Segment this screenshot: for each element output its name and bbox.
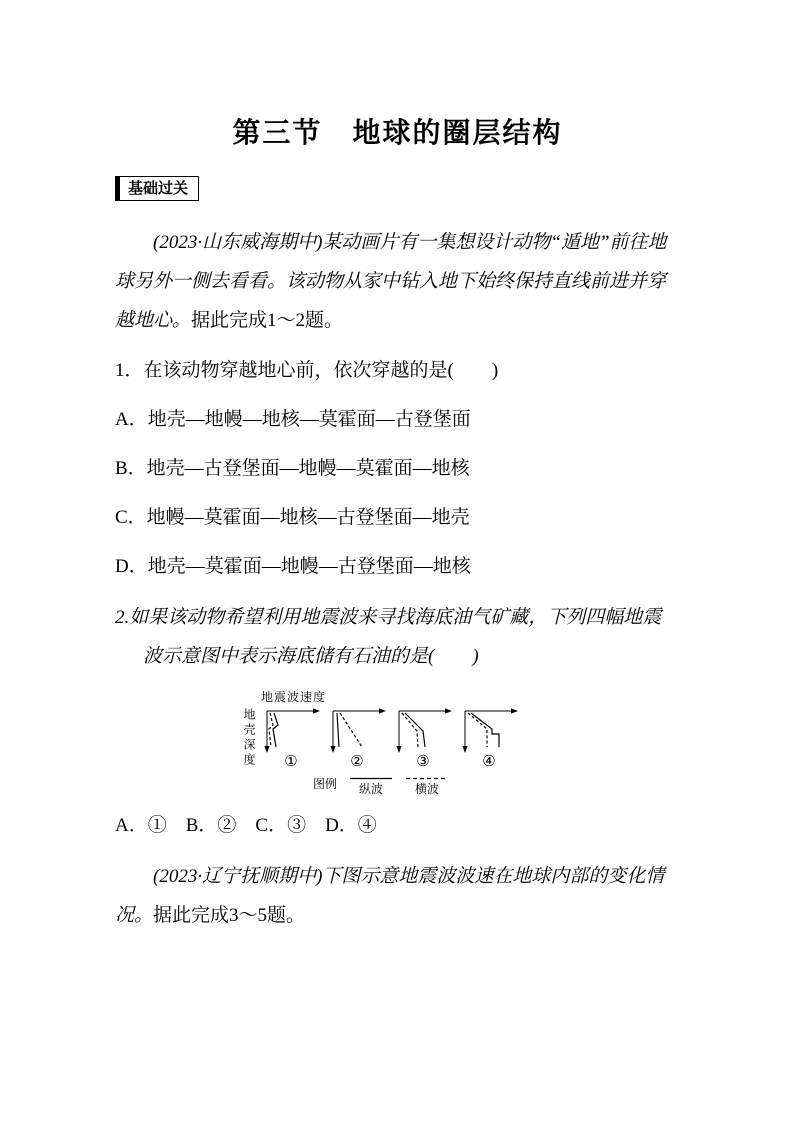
legend-item-p-wave [349, 775, 393, 796]
intro-1-body: (2023·山东威海期中)某动画片有一集想设计动物“遁地”前往地球另外一侧去看看。该动物从家中钻入地下始终保持直线前进并穿越地心。 [115, 232, 667, 331]
seismic-diagram-2 [326, 704, 388, 771]
velocity-axis-label: 地震波速度 [261, 690, 327, 704]
question-2-stem: 2.如果该动物希望利用地震波来寻找海底油气矿藏，下列四幅地震波示意图中表示海底储有石油的是( ) [115, 607, 662, 667]
seismic-diagram-1 [260, 704, 322, 771]
legend-label-p-wave: 纵波 [359, 782, 384, 796]
down-arrow-icon [330, 746, 335, 753]
p-wave-line [471, 713, 499, 747]
question-1-option-d: D．地壳—莫霍面—地幔—古登堡面—地核 [115, 556, 471, 577]
diagram-number-1: ① [284, 754, 298, 770]
seismic-chart-3-icon [392, 704, 454, 754]
seismic-diagram-4 [458, 704, 520, 771]
right-arrow-icon [511, 708, 518, 713]
legend-title: 图例 [313, 777, 338, 791]
intro-2-tail: 据此完成3～5题。 [153, 905, 306, 926]
p-wave-line [405, 713, 425, 747]
seismic-wave-figure [241, 690, 571, 796]
p-wave-line [337, 713, 339, 747]
solid-line-icon [349, 775, 393, 782]
intro-paragraph-1 [115, 223, 680, 340]
question-1-option-b: B．地壳—古登堡面—地幔—莫霍面—地核 [115, 458, 470, 479]
figure-legend [313, 775, 571, 796]
legend-label-s-wave: 横波 [415, 782, 440, 796]
down-arrow-icon [264, 746, 269, 753]
dashed-line-icon [405, 775, 449, 782]
question-2-answer-options: A．① B．② C．③ D．④ [115, 815, 377, 836]
intro-paragraph-2 [115, 857, 680, 935]
question-1-stem: 1．在该动物穿越地心前，依次穿越的是( ) [115, 360, 499, 381]
seismic-chart-2-icon [326, 704, 388, 754]
intro-2-body: (2023·辽宁抚顺期中)下图示意地震波波速在地球内部的变化情况。 [115, 866, 665, 926]
page-title: 第三节 地球的圈层结构 [232, 117, 563, 148]
basics-section-badge: 基础过关 [115, 176, 199, 201]
question-1-option-c: C．地幔—莫霍面—地核—古登堡面—地壳 [115, 507, 470, 528]
diagram-number-3: ③ [416, 754, 430, 770]
seismic-diagrams [260, 704, 520, 771]
right-arrow-icon [313, 708, 320, 713]
s-wave-line [269, 713, 273, 747]
depth-axis-label: 地壳深度 [242, 708, 256, 768]
seismic-diagram-3 [392, 704, 454, 771]
p-wave-line [273, 713, 278, 747]
intro-1-tail: 据此完成1～2题。 [191, 310, 344, 331]
legend-item-s-wave [405, 775, 449, 796]
figure-charts-row [241, 704, 571, 771]
question-1-option-a: A．地壳—地幔—地核—莫霍面—古登堡面 [115, 409, 471, 430]
diagram-number-4: ④ [482, 754, 496, 770]
seismic-chart-1-icon [260, 704, 322, 754]
seismic-chart-4-icon [458, 704, 520, 754]
s-wave-line [340, 713, 362, 747]
down-arrow-icon [396, 746, 401, 753]
right-arrow-icon [445, 708, 452, 713]
diagram-number-2: ② [350, 754, 364, 770]
right-arrow-icon [379, 708, 386, 713]
down-arrow-icon [462, 746, 467, 753]
